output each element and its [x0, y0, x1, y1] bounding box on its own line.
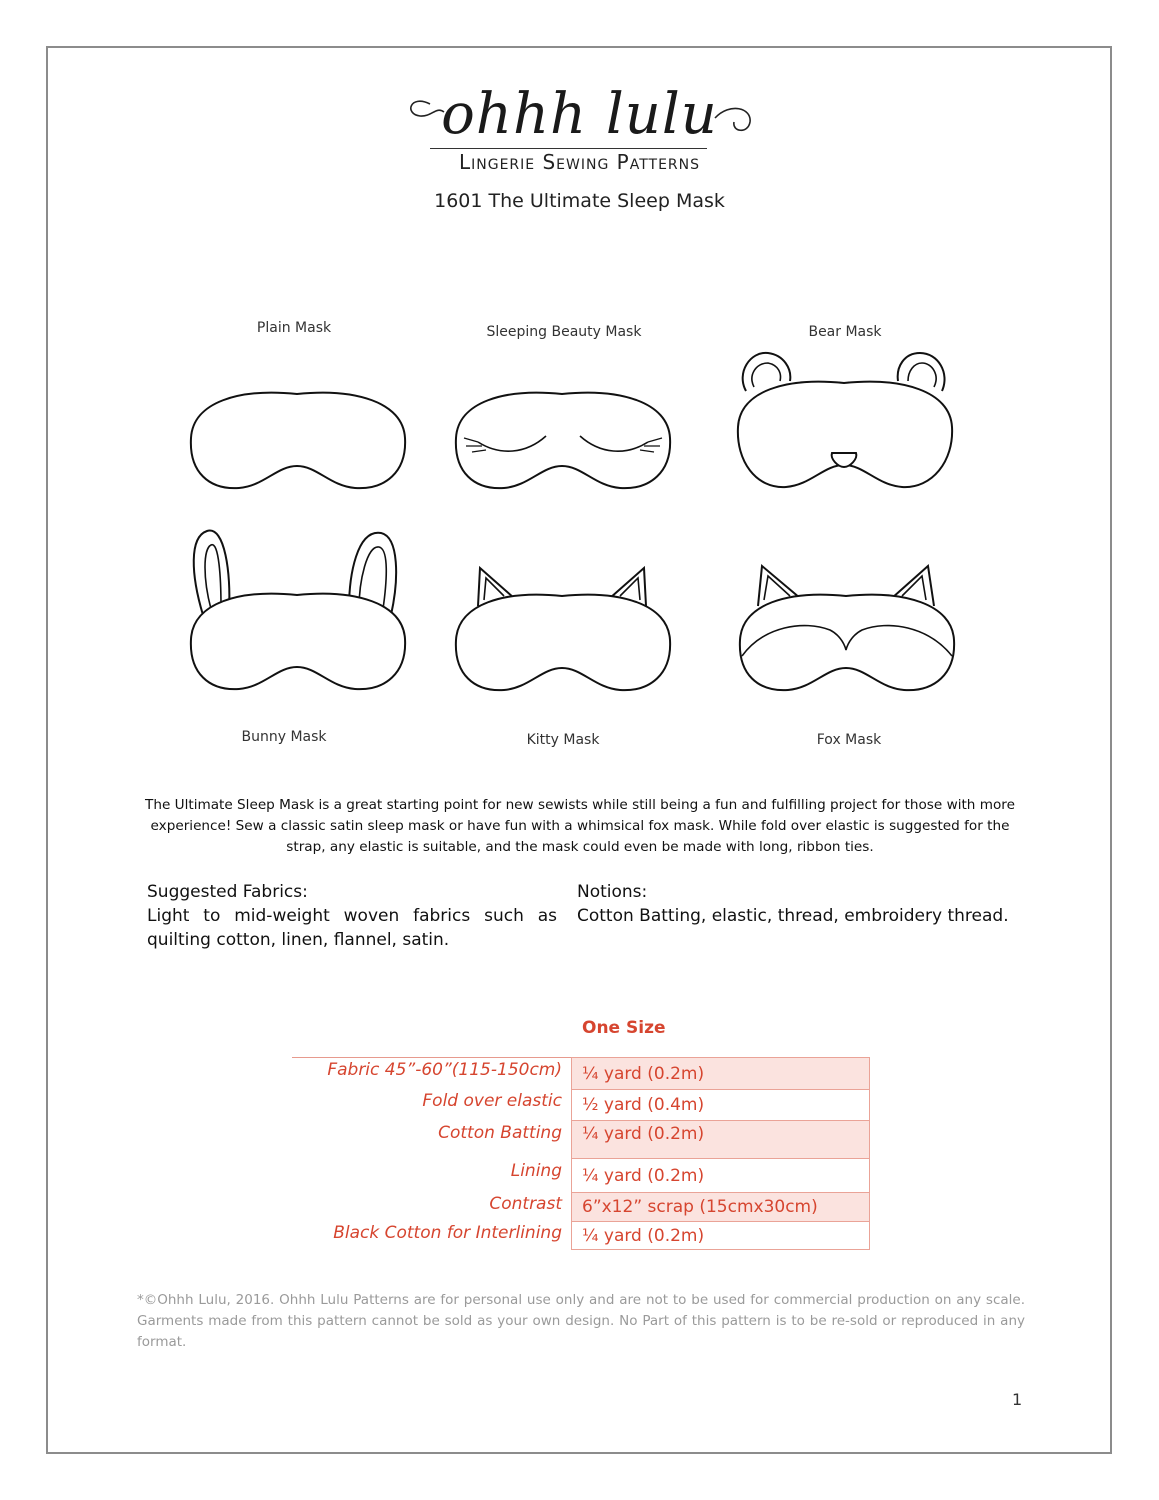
fox-mask-label: Fox Mask: [816, 732, 882, 748]
kitty-mask-label: Kitty Mask: [526, 732, 600, 748]
logo-divider: [430, 148, 707, 149]
notions-section: [577, 880, 1013, 928]
row-value-black-cotton-interlining: ¼ yard (0.2m): [571, 1221, 870, 1250]
sleeping-beauty-mask-label: Sleeping Beauty Mask: [486, 324, 642, 340]
row-value-lining: ¼ yard (0.2m): [571, 1158, 870, 1193]
row-label-cotton-batting: Cotton Batting: [438, 1123, 562, 1143]
kitty-mask-icon: [450, 560, 675, 710]
size-header: One Size: [582, 1018, 666, 1038]
bunny-mask-icon: [185, 525, 410, 705]
suggested-fabrics-title: Suggested Fabrics:: [147, 882, 308, 902]
row-value-cotton-batting: ¼ yard (0.2m): [571, 1120, 870, 1159]
plain-mask-icon: [185, 380, 410, 505]
row-label-black-cotton-interlining: Black Cotton for Interlining: [333, 1223, 562, 1243]
plain-mask-label: Plain Mask: [256, 320, 332, 336]
logo-text: ohhh lulu: [441, 82, 718, 147]
row-label-lining: Lining: [510, 1161, 562, 1181]
row-label-contrast: Contrast: [489, 1194, 562, 1214]
bunny-mask-label: Bunny Mask: [241, 729, 327, 745]
notions-title: Notions:: [577, 882, 648, 902]
notions-text: Cotton Batting, elastic, thread, embroidery thread.: [577, 906, 1009, 926]
bear-mask-label: Bear Mask: [808, 324, 882, 340]
suggested-fabrics-text: Light to mid-weight woven fabrics such as quilting cotton, linen, flannel, satin.: [147, 906, 557, 950]
suggested-fabrics-section: [147, 880, 557, 952]
fox-mask-icon: [734, 560, 959, 710]
row-label-fold-over-elastic: Fold over elastic: [422, 1091, 562, 1111]
row-value-fabric: ¼ yard (0.2m): [571, 1057, 870, 1090]
bear-mask-icon: [732, 345, 957, 505]
document-title: 1601 The Ultimate Sleep Mask: [434, 190, 725, 212]
logo-subtitle: Lingerie Sewing Patterns: [458, 150, 701, 174]
sleeping-beauty-mask-icon: [450, 380, 675, 505]
description-paragraph: The Ultimate Sleep Mask is a great starting point for new sewists while still being a fun and fulfilling project for those with more experience! Sew a classic satin sleep mask or have fun with a whimsical fox mask. While fold over elastic is suggested for the strap, any elastic is suitable, and the mask could even be made with long, ribbon ties.: [145, 797, 1015, 855]
table-header-rule: [292, 1057, 572, 1058]
row-label-fabric: Fabric 45”-60”(115-150cm): [327, 1060, 562, 1080]
page-number: 1: [1012, 1390, 1023, 1409]
row-value-contrast: 6”x12” scrap (15cmx30cm): [571, 1192, 870, 1222]
copyright-notice: *©Ohhh Lulu, 2016. Ohhh Lulu Patterns are for personal use only and are not to be used for commercial production on any scale. Garments made from this pattern cannot be sold as your own design. No Part of this pattern is to be re-sold or reproduced in any format.: [137, 1292, 1025, 1350]
row-value-fold-over-elastic: ½ yard (0.4m): [571, 1089, 870, 1121]
